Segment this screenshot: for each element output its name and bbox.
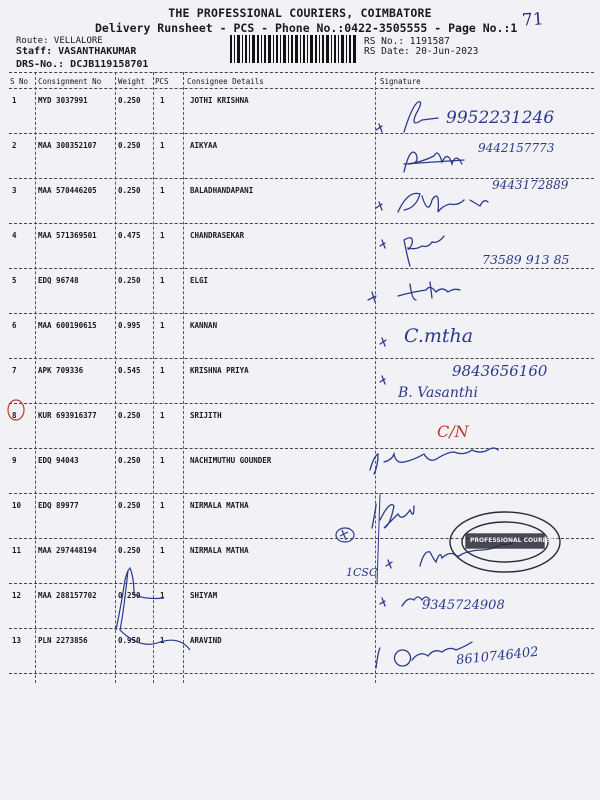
pcs-value: 1 xyxy=(160,456,165,465)
weight-value: 0.250 xyxy=(118,276,141,285)
pcs-value: 1 xyxy=(160,321,165,330)
col-header-consignment: Consignment No xyxy=(38,77,102,86)
col-header-signature: Signature xyxy=(380,77,421,86)
row-sno: 5 xyxy=(12,276,17,285)
staff-label: Staff: VASANTHAKUMAR xyxy=(16,46,137,57)
handwritten-margin-note: 1CSC xyxy=(346,566,378,579)
weight-value: 0.250 xyxy=(118,591,141,600)
runsheet-subtitle: Delivery Runsheet - PCS - Phone No.:0422-3505555 - Page No.:1 xyxy=(95,21,518,35)
company-title: THE PROFESSIONAL COURIERS, COIMBATORE xyxy=(168,6,432,20)
pcs-value: 1 xyxy=(160,546,165,555)
consignment-number: APK 709336 xyxy=(38,366,84,375)
handwritten-phone: 9843656160 xyxy=(452,362,548,380)
handwritten-page-mark: 71 xyxy=(521,9,545,31)
rs-number: RS No.: 1191587 xyxy=(364,36,450,47)
consignee-name: ELGI xyxy=(190,276,209,285)
row-sno: 9 xyxy=(12,456,17,465)
pcs-value: 1 xyxy=(160,231,165,240)
stamp-text: PROFESSIONAL COURIERS xyxy=(470,537,558,544)
pcs-value: 1 xyxy=(160,186,165,195)
consignee-name: NIRMALA MATHA xyxy=(190,546,249,555)
consignment-number: MAA 571369501 xyxy=(38,231,97,240)
consignment-number: PLN 2273856 xyxy=(38,636,88,645)
drs-number: DRS-No.: DCJB119158701 xyxy=(16,59,149,70)
row-sno: 13 xyxy=(12,636,22,645)
consignee-name: CHANDRASEKAR xyxy=(190,231,245,240)
row-sno: 1 xyxy=(12,96,17,105)
consignment-number: EDQ 94043 xyxy=(38,456,79,465)
weight-value: 0.250 xyxy=(118,501,141,510)
consignee-name: SHIYAM xyxy=(190,591,218,600)
col-header-consignee: Consignee Details xyxy=(187,77,264,86)
consignee-name: KANNAN xyxy=(190,321,218,330)
row-sno: 2 xyxy=(12,141,17,150)
row-sno: 12 xyxy=(12,591,22,600)
consignee-name: ARAVIND xyxy=(190,636,222,645)
weight-value: 0.545 xyxy=(118,366,141,375)
route-label: Route: VELLALORE xyxy=(16,36,103,46)
weight-value: 0.950 xyxy=(118,636,141,645)
consignment-number: MAA 297448194 xyxy=(38,546,97,555)
weight-value: 0.250 xyxy=(118,186,141,195)
handwritten-cn-mark: C/N xyxy=(437,422,469,441)
consignee-name: NACHIMUTHU GOUNDER xyxy=(190,456,272,465)
weight-value: 0.475 xyxy=(118,231,141,240)
pcs-value: 1 xyxy=(160,276,165,285)
weight-value: 0.250 xyxy=(118,456,141,465)
pcs-value: 1 xyxy=(160,501,165,510)
consignee-name: NIRMALA MATHA xyxy=(190,501,249,510)
row-sno: 10 xyxy=(12,501,22,510)
consignment-number: MAA 570446205 xyxy=(38,186,97,195)
pcs-value: 1 xyxy=(160,366,165,375)
handwritten-phone: 8610746402 xyxy=(455,644,540,669)
consignee-name: BALADHANDAPANI xyxy=(190,186,254,195)
rs-date: RS Date: 20-Jun-2023 xyxy=(364,46,479,57)
consignee-name: AIKYAA xyxy=(190,141,218,150)
handwritten-phone: 9443172889 xyxy=(492,178,569,192)
row-sno: 6 xyxy=(12,321,17,330)
consignment-number: MYD 3037991 xyxy=(38,96,88,105)
pcs-value: 1 xyxy=(160,141,165,150)
weight-value: 0.250 xyxy=(118,546,141,555)
consignee-name: KRISHNA PRIYA xyxy=(190,366,249,375)
col-header-weight: Weight xyxy=(118,77,146,86)
pcs-value: 1 xyxy=(160,636,165,645)
handwritten-signature: C.mtha xyxy=(404,325,474,347)
handwritten-phone: 9345724908 xyxy=(422,598,505,613)
pcs-value: 1 xyxy=(160,411,165,420)
handwritten-name: B. Vasanthi xyxy=(398,385,479,401)
consignment-number: KUR 693916377 xyxy=(38,411,97,420)
handwritten-phone: 9952231246 xyxy=(446,108,555,128)
weight-value: 0.250 xyxy=(118,411,141,420)
row-sno: 11 xyxy=(12,546,22,555)
weight-value: 0.250 xyxy=(118,141,141,150)
weight-value: 0.995 xyxy=(118,321,141,330)
consignee-name: SRIJITH xyxy=(190,411,222,420)
col-header-pcs: PCS xyxy=(155,77,169,86)
consignment-number: MAA 288157702 xyxy=(38,591,97,600)
row-sno: 4 xyxy=(12,231,17,240)
consignee-name: JOTHI KRISHNA xyxy=(190,96,249,105)
col-header-sno: S No xyxy=(10,77,29,86)
pcs-value: 1 xyxy=(160,96,165,105)
consignment-number: EDQ 96748 xyxy=(38,276,79,285)
consignment-number: EDQ 89977 xyxy=(38,501,79,510)
consignment-number: MAA 300352107 xyxy=(38,141,97,150)
row-sno: 7 xyxy=(12,366,17,375)
row-sno: 3 xyxy=(12,186,17,195)
handwritten-phone: 73589 913 85 xyxy=(482,252,570,267)
weight-value: 0.250 xyxy=(118,96,141,105)
consignment-number: MAA 600190615 xyxy=(38,321,97,330)
pcs-value: 1 xyxy=(160,591,165,600)
handwritten-phone: 9442157773 xyxy=(478,141,555,155)
row-sno: 8 xyxy=(12,411,17,420)
